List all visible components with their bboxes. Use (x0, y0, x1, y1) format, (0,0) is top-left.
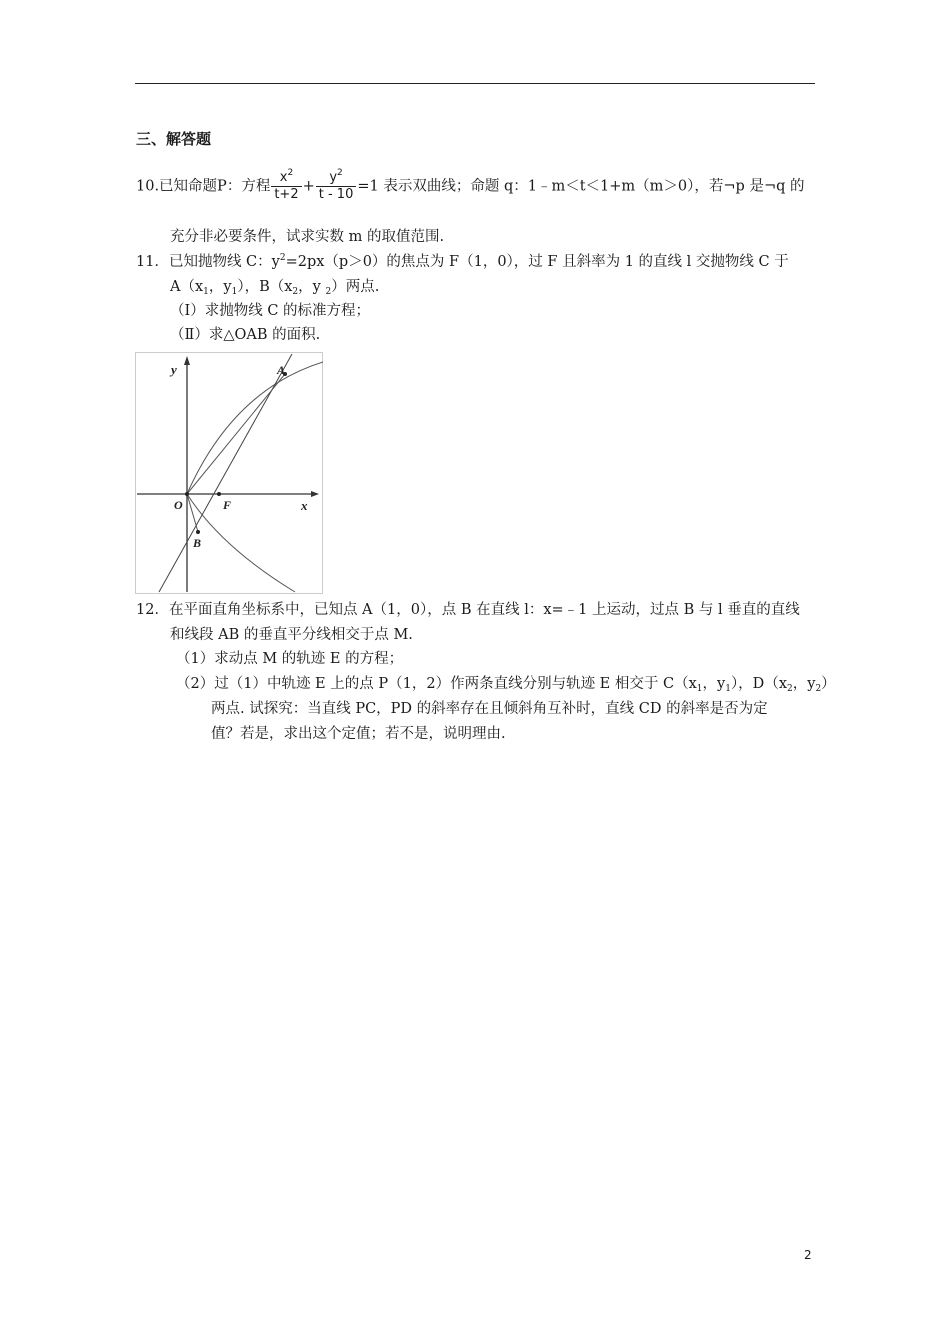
q12-sub: 2 (815, 684, 822, 694)
label-x: x (301, 498, 308, 513)
q10-neg-p: p 是 (735, 178, 764, 195)
q11-text-a: 11．已知抛物线 C：y (136, 254, 280, 270)
q11-l2-b: ，y (208, 279, 232, 295)
q12-sub: 2 (787, 684, 793, 694)
label-f: F (223, 498, 232, 512)
q11-l2-e: ）两点. (331, 279, 380, 295)
q11-l2-c: ），B（x (237, 279, 293, 295)
parabola-figure-svg (135, 352, 323, 594)
q10-line1 (136, 170, 805, 203)
point-o (185, 492, 189, 496)
q10-frac1-den: t+2 (271, 186, 301, 203)
negation-symbol: ¬ (763, 178, 777, 195)
q10-frac1-num: x (279, 170, 288, 185)
page-number: 2 (804, 1248, 812, 1262)
parabola-figure (135, 352, 323, 594)
negation-symbol: ¬ (723, 178, 736, 195)
q10-fraction-2 (316, 170, 357, 203)
q11-part1: （Ⅰ）求抛物线 C 的标准方程； (170, 303, 371, 319)
header-rule (135, 83, 815, 84)
q11-line1 (136, 253, 789, 271)
q12-line2: 和线段 AB 的垂直平分线相交于点 M. (170, 627, 413, 643)
q12-part1: （1）求动点 M 的轨迹 E 的方程； (176, 651, 404, 667)
q11-text-b: =2px（p＞0）的焦点为 F（1，0），过 F 且斜率为 1 的直线 l 交抛物线 C 于 (285, 254, 789, 270)
q12-p2-e: ） (821, 676, 836, 692)
q10-neg-q: q 的 (776, 178, 805, 195)
q12-part2-line1 (176, 675, 836, 693)
q10-frac1-exp: 2 (287, 168, 294, 178)
q12-sub: 1 (696, 684, 703, 694)
label-y: y (171, 362, 177, 377)
section-title: 三、解答题 (136, 130, 212, 148)
point-b (196, 530, 200, 534)
q12-p2-d: ，y (792, 676, 816, 692)
q12-part2-line3: 值？若是，求出这个定值；若不是，说明理由. (211, 726, 506, 742)
q10-frac2-num: y (329, 170, 338, 185)
point-f (217, 492, 221, 496)
label-a: A (277, 363, 286, 377)
figure-frame (136, 353, 323, 594)
q11-sub: 2 (292, 287, 299, 297)
q11-sub: 2 (325, 287, 332, 297)
q11-l2-a: A（x (170, 279, 204, 295)
label-b: B (193, 536, 202, 550)
q11-sub: 1 (231, 287, 238, 297)
q10-frac2-exp: 2 (337, 168, 343, 178)
q12-part2-line2: 两点. 试探究：当直线 PC，PD 的斜率存在且倾斜角互补时，直线 CD 的斜率是否为定 (211, 701, 768, 717)
q10-plus: + (302, 178, 315, 195)
q12-p2-b: ，y (702, 676, 726, 692)
q11-sub: 1 (203, 287, 209, 297)
q10-frac2-den: t - 10 (316, 186, 357, 203)
q12-p2-c: ），D（x (730, 676, 787, 692)
q10-prefix: 10.已知命题P：方程 (136, 178, 271, 195)
q10-fraction-1 (271, 170, 301, 203)
q10-line2: 充分非必要条件，试求实数 m 的取值范围. (170, 229, 445, 245)
q12-sub: 1 (725, 684, 731, 694)
q11-l2-d: ，y (298, 279, 326, 295)
q10-suffix: =1 表示双曲线；命题 q：1﹣m＜t＜1+m（m＞0），若 (357, 178, 724, 195)
q11-line2 (170, 278, 379, 296)
q12-p2-a: （2）过（1）中轨迹 E 上的点 P（1，2）作两条直线分别与轨迹 E 相交于 C（x (176, 676, 697, 692)
q11-exp: 2 (279, 253, 286, 263)
q11-part2: （Ⅱ）求△OAB 的面积. (170, 327, 321, 343)
q12-line1: 12．在平面直角坐标系中，已知点 A（1，0），点 B 在直线 l：x=﹣1 上运动，过点 B 与 l 垂直的直线 (136, 602, 800, 618)
label-o: O (174, 498, 183, 512)
